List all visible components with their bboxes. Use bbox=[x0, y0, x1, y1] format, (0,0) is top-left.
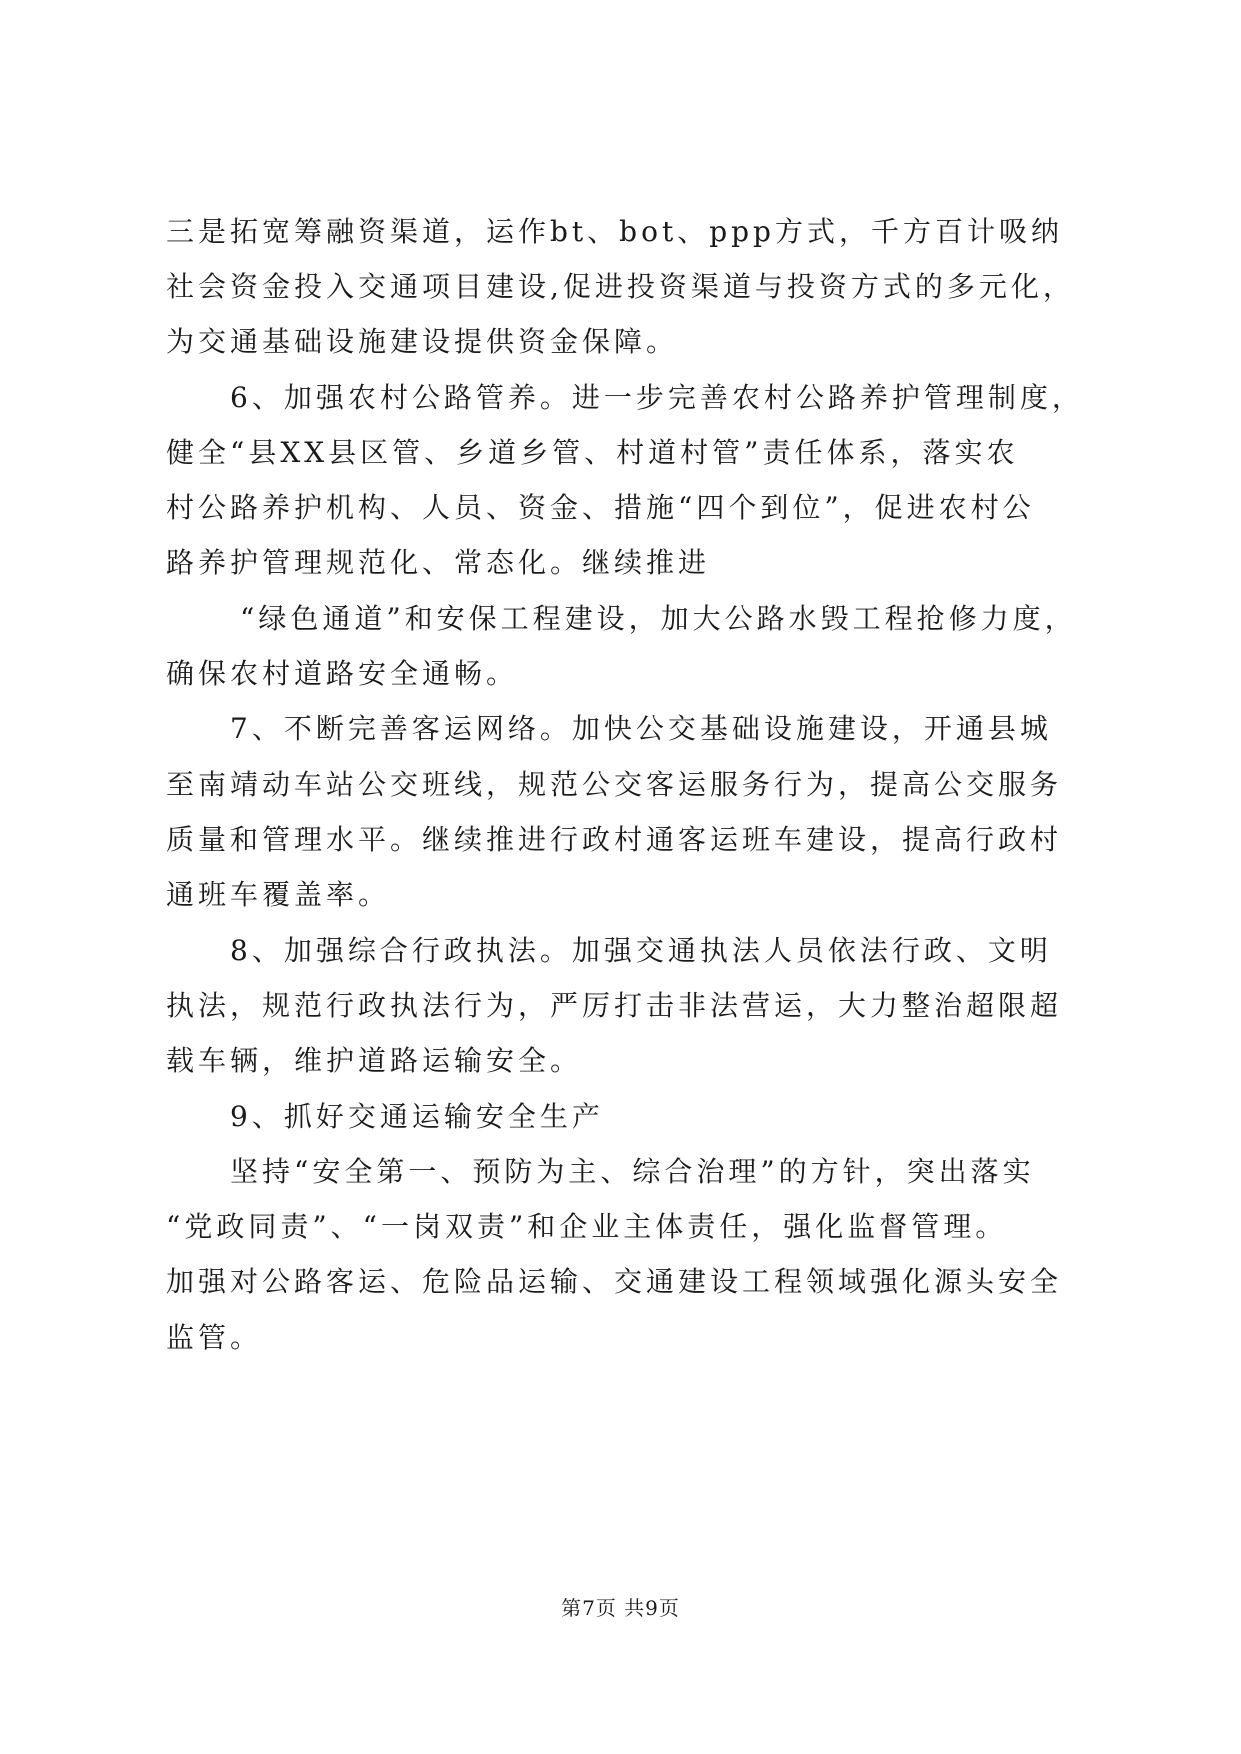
page-number-footer: 第7页 共9页 bbox=[561, 1596, 680, 1620]
text-line: 至南靖动车站公交班线，规范公交客运服务行为，提高公交服务 bbox=[166, 768, 1063, 801]
text-line: 村公路养护机构、人员、资金、措施“四个到位”，促进农村公 bbox=[166, 491, 1035, 524]
text-line: 社会资金投入交通项目建设,促进投资渠道与投资方式的多元化， bbox=[166, 270, 1075, 303]
text-line: 确保农村道路安全通畅。 bbox=[166, 657, 519, 690]
text-line: 健全“县XX县区管、乡道乡管、村道村管”责任体系，落实农 bbox=[166, 436, 1019, 469]
paragraph-heading: 9、抓好交通运输安全生产 bbox=[230, 1100, 604, 1133]
paragraph-heading: 8、加强综合行政执法。加强交通执法人员依法行政、文明 bbox=[230, 934, 1052, 967]
text-line: 载车辆，维护道路运输安全。 bbox=[166, 1044, 583, 1077]
text-line: 坚持“安全第一、预防为主、综合治理”的方针，突出落实 bbox=[230, 1155, 1035, 1188]
text-line: 通班车覆盖率。 bbox=[166, 878, 391, 911]
paragraph-heading: 6、加强农村公路管养。进一步完善农村公路养护管理制度， bbox=[230, 381, 1084, 414]
text-line: “党政同责”、“一岗双责”和企业主体责任，强化监督管理。 bbox=[166, 1210, 1008, 1243]
text-line: 监管。 bbox=[166, 1321, 263, 1354]
text-line: 为交通基础设施建设提供资金保障。 bbox=[166, 325, 679, 358]
text-line: 质量和管理水平。继续推进行政村通客运班车建设，提高行政村 bbox=[166, 823, 1063, 856]
text-line: 加强对公路客运、危险品运输、交通建设工程领域强化源头安全 bbox=[166, 1265, 1063, 1298]
text-line: “绿色通道”和安保工程建设，加大公路水毁工程抢修力度， bbox=[240, 602, 1077, 635]
text-line: 路养护管理规范化、常态化。继续推进 bbox=[166, 546, 711, 579]
paragraph-heading: 7、不断完善客运网络。加快公交基础设施建设，开通县城 bbox=[230, 712, 1052, 745]
text-line: 执法，规范行政执法行为，严厉打击非法营运，大力整治超限超 bbox=[166, 989, 1063, 1022]
text-line: 三是拓宽筹融资渠道，运作bt、bot、ppp方式，千方百计吸纳 bbox=[166, 215, 1063, 248]
